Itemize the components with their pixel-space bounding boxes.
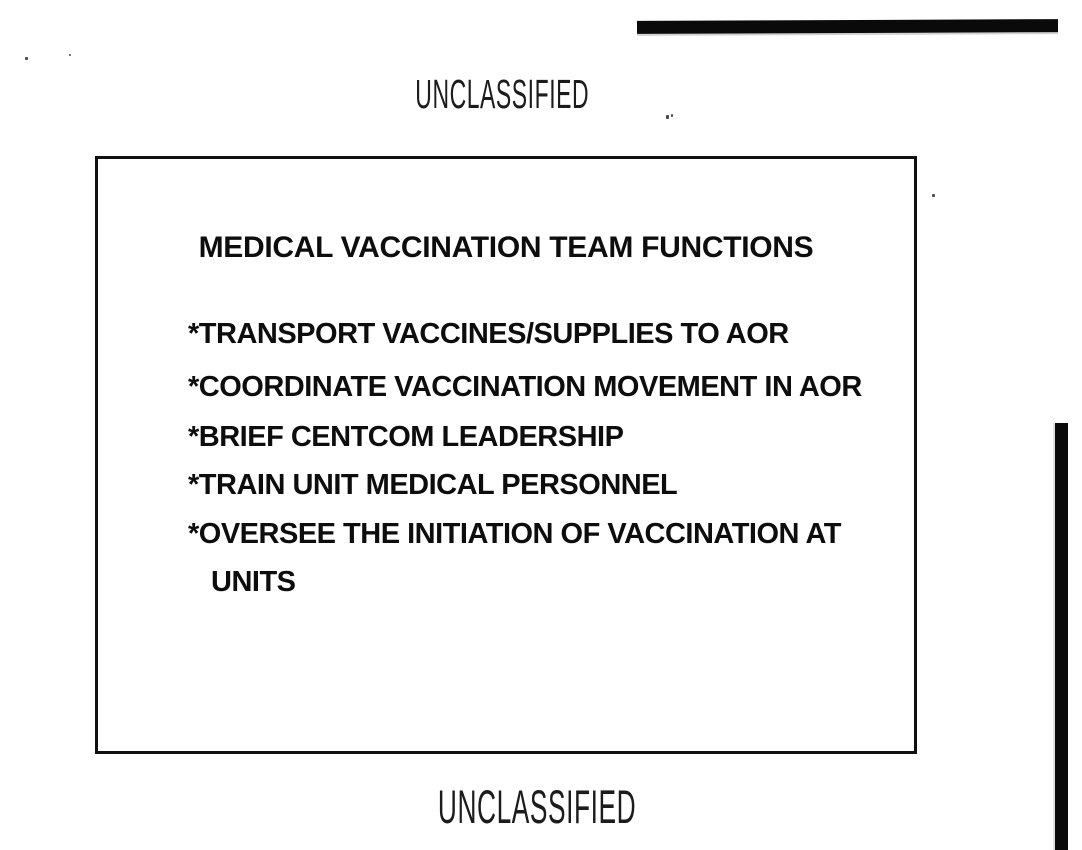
bullet-continuation-units: UNITS — [211, 566, 296, 598]
footer-classification — [360, 779, 660, 834]
scan-speck — [25, 57, 28, 60]
header-classification — [347, 71, 647, 118]
scan-speck — [666, 115, 669, 119]
bullet-brief-centcom: *BRIEF CENTCOM LEADERSHIP — [188, 421, 624, 453]
scan-artifact-top-bar — [637, 19, 1058, 34]
scan-speck — [932, 194, 935, 197]
scan-speck — [671, 114, 673, 117]
bullet-transport-vaccines: *TRANSPORT VACCINES/SUPPLIES TO AOR — [188, 318, 789, 350]
bullet-oversee-initiation: *OVERSEE THE INITIATION OF VACCINATION AT — [188, 518, 841, 550]
bullet-coordinate-movement: *COORDINATE VACCINATION MOVEMENT IN AOR — [188, 371, 862, 403]
slide-content-box — [95, 156, 917, 754]
slide-title: MEDICAL VACCINATION TEAM FUNCTIONS — [198, 231, 814, 264]
footer-classification-label: UNCLASSIFIED — [437, 780, 637, 833]
header-classification-label: UNCLASSIFIED — [415, 71, 590, 117]
bullet-train-personnel: *TRAIN UNIT MEDICAL PERSONNEL — [188, 469, 678, 501]
scan-speck — [69, 54, 71, 56]
scan-artifact-right-bar — [1055, 423, 1068, 850]
